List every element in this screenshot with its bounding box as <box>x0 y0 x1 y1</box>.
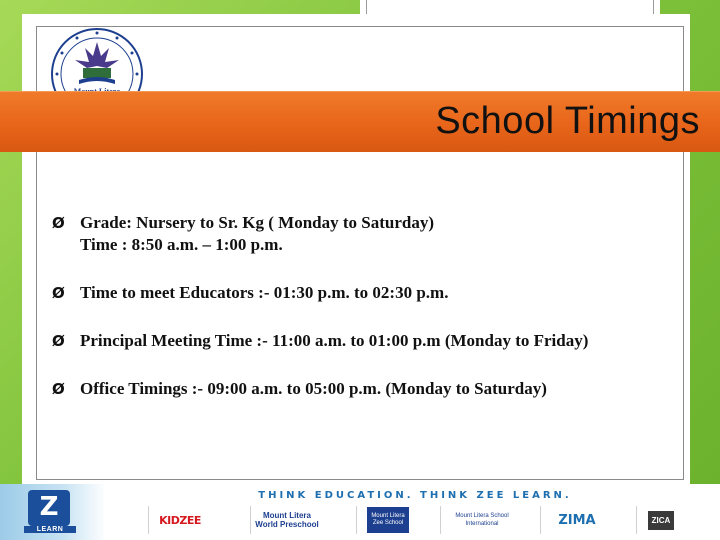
list-item <box>52 212 692 256</box>
item-line: Time : 8:50 a.m. – 1:00 p.m. <box>80 235 283 254</box>
arrow-bullet-icon: Ø <box>52 214 65 232</box>
brand-kidzee: KIDZEE <box>148 506 211 534</box>
arrow-bullet-icon: Ø <box>52 284 65 302</box>
item-line: Grade: Nursery to Sr. Kg ( Monday to Saturday) <box>80 213 434 232</box>
item-line: Office Timings :- 09:00 a.m. to 05:00 p.m. (Monday to Saturday) <box>80 379 547 398</box>
title-bar <box>0 91 720 152</box>
list-item <box>52 378 692 400</box>
zee-learn-label: LEARN <box>24 526 76 533</box>
brand-mount-litera-world-preschool: Mount Litera World Preschool <box>250 506 323 534</box>
list-item <box>52 330 692 352</box>
brand-zima: ZIMA <box>540 506 613 534</box>
item-line: Principal Meeting Time :- 11:00 a.m. to 01:00 p.m (Monday to Friday) <box>80 331 589 350</box>
item-line: Time to meet Educators :- 01:30 p.m. to 02:30 p.m. <box>80 283 449 302</box>
footer <box>0 484 720 540</box>
brand-zica: ZICA <box>636 506 685 534</box>
page-title: School Timings <box>435 100 700 142</box>
zee-learn-logo <box>0 484 106 540</box>
brand-mount-litera-school: Mount Litera School International <box>440 506 523 534</box>
footer-tagline: THINK EDUCATION. THINK ZEE LEARN. <box>258 490 572 501</box>
brand-mount-litera-zee-school: Mount Litera Zee School <box>356 506 419 534</box>
list-item <box>52 282 692 304</box>
timings-list <box>52 212 692 426</box>
arrow-bullet-icon: Ø <box>52 380 65 398</box>
arrow-bullet-icon: Ø <box>52 332 65 350</box>
zee-z-icon: Z <box>28 490 70 526</box>
